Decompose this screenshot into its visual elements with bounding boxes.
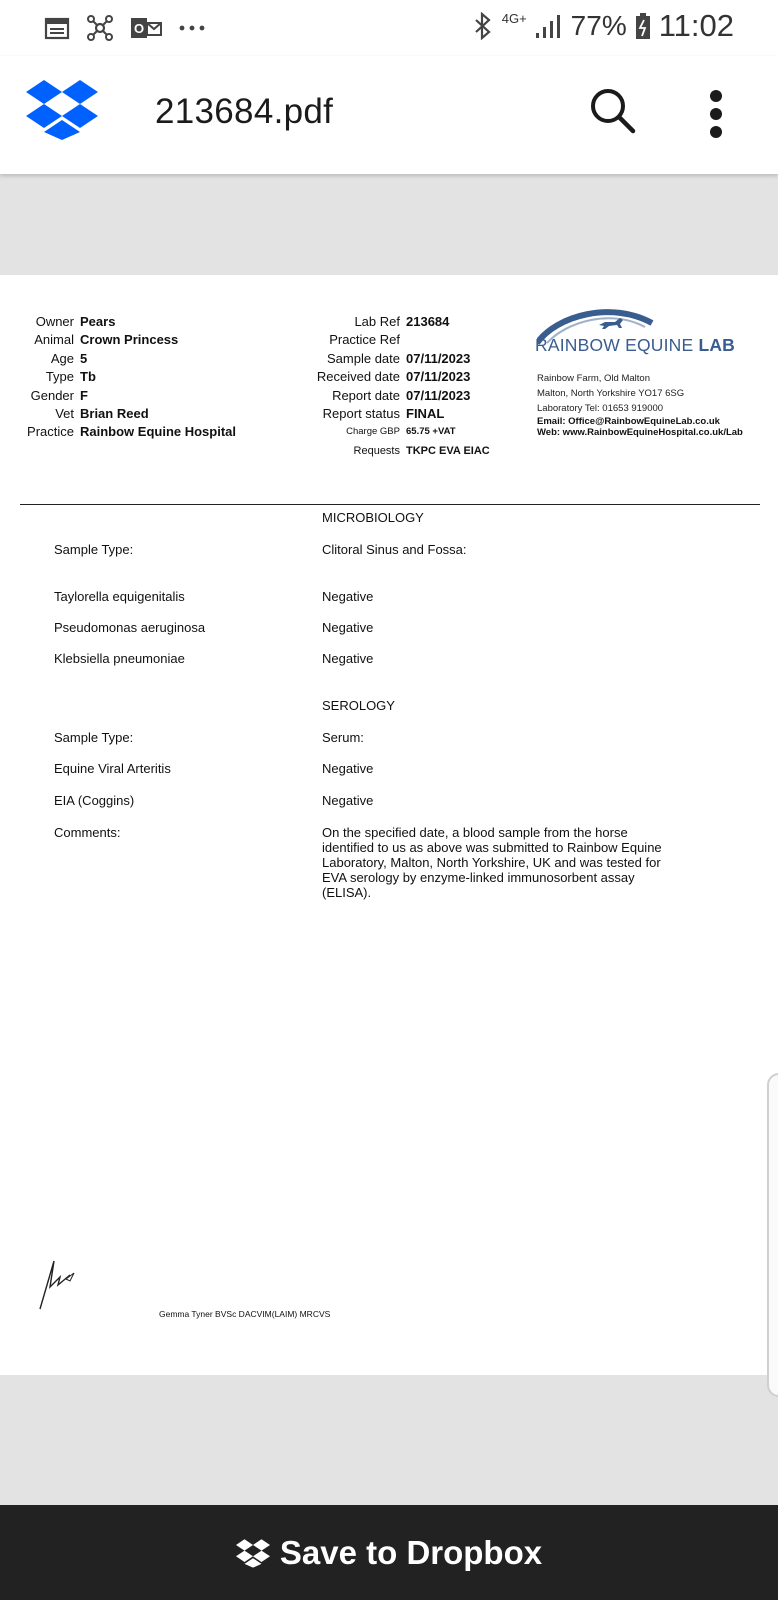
serology-title: SEROLOGY (322, 698, 395, 713)
battery-percent: 77% (570, 10, 627, 41)
lab-address (537, 371, 684, 416)
test-name: EIA (Coggins) (54, 793, 135, 808)
overflow-menu-icon[interactable] (700, 88, 732, 140)
signature-icon (36, 1253, 86, 1313)
micro-sample-type-value: Clitoral Sinus and Fossa: (322, 542, 467, 557)
animal-label: Animal (34, 332, 74, 348)
micro-sample-type-label: Sample Type: (54, 542, 134, 557)
sample-date-label: Sample date (327, 350, 400, 366)
owner-value: Pears (80, 314, 116, 329)
charge-value: 65.75 +VAT (406, 426, 456, 438)
animal-value: Crown Princess (80, 332, 179, 348)
type-value: Tb (80, 369, 96, 385)
file-name: 213684.pdf (155, 92, 334, 131)
lab-name-suffix: LAB (698, 335, 736, 355)
type-label: Type (45, 369, 74, 385)
received-date-value: 07/11/2023 (406, 369, 471, 385)
comments-text: On the specified date, a blood sample from the horse identified to us as above was submitted to Rainbow Equine Laboratory, Malton, North Yorkshire, UK and was tested for EVA serology by enzyme-linked immunosorbent assay (ELISA). (322, 825, 662, 900)
status-bar (0, 0, 778, 56)
lab-name-prefix: RAINBOW EQUINE (535, 335, 699, 355)
dropbox-logo-icon[interactable] (26, 78, 98, 140)
lab-address-line2: Malton, North Yorkshire YO17 6SG (537, 388, 685, 399)
received-date-row (290, 368, 490, 386)
clock: 11:02 (658, 8, 734, 43)
age-label: Age (50, 350, 74, 366)
comments-label: Comments: (54, 825, 121, 840)
animal-row (20, 331, 236, 349)
microbiology-title: MICROBIOLOGY (322, 510, 424, 525)
status-bar-left (44, 14, 206, 42)
vet-value: Brian Reed (80, 406, 149, 422)
owner-label: Owner (35, 314, 74, 329)
hub-icon (86, 14, 114, 42)
calendar-icon (44, 16, 70, 40)
search-icon[interactable] (588, 86, 638, 136)
lab-ref-label: Lab Ref (354, 314, 400, 329)
sero-sample-type-value: Serum: (322, 730, 364, 745)
lab-address-line1: Rainbow Farm, Old Malton (537, 373, 650, 384)
owner-row (20, 313, 236, 331)
lab-details (290, 313, 490, 460)
gender-value: F (80, 387, 88, 403)
report-date-label: Report date (332, 387, 400, 403)
patient-details (20, 313, 236, 442)
app-bar (0, 56, 778, 174)
lab-email: Email: Office@RainbowEquineLab.co.uk (537, 416, 720, 427)
test-name: Taylorella equigenitalis (54, 589, 185, 604)
charge-label: Charge GBP (346, 426, 400, 438)
sample-date-value: 07/11/2023 (406, 350, 471, 366)
report-date-value: 07/11/2023 (406, 387, 471, 403)
requests-label: Requests (353, 444, 400, 457)
practice-row (20, 423, 236, 441)
test-result: Negative (322, 761, 374, 776)
lab-name (535, 335, 735, 356)
report-status-label: Report status (322, 406, 400, 422)
test-result: Negative (322, 651, 374, 666)
status-bar-right (472, 8, 734, 44)
lab-ref-value: 213684 (406, 314, 450, 329)
sero-sample-type-label: Sample Type: (54, 730, 134, 745)
scroll-handle[interactable] (767, 1073, 778, 1397)
network-type: 4G+ (501, 10, 527, 26)
age-value: 5 (80, 350, 88, 366)
practice-ref-row (290, 331, 490, 349)
test-result: Negative (322, 793, 374, 808)
test-name: Pseudomonas aeruginosa (54, 620, 206, 635)
save-to-dropbox-button[interactable] (0, 1505, 778, 1600)
test-result: Negative (322, 589, 374, 604)
outlook-icon (130, 15, 162, 41)
more-dots-icon (178, 24, 206, 32)
gender-row (20, 387, 236, 405)
received-date-label: Received date (316, 369, 400, 385)
test-result: Negative (322, 620, 374, 635)
report-status-value: FINAL (406, 406, 445, 422)
age-row (20, 350, 236, 368)
test-name: Klebsiella pneumoniae (54, 651, 185, 666)
signal-icon (535, 13, 563, 39)
vet-row (20, 405, 236, 423)
test-name: Equine Viral Arteritis (54, 761, 171, 776)
practice-label: Practice (27, 424, 74, 440)
bluetooth-icon (472, 12, 494, 40)
charge-row (290, 423, 490, 441)
requests-value: TKPC EVA EIAC (406, 444, 490, 457)
requests-row (290, 442, 490, 460)
gender-label: Gender (30, 387, 74, 403)
lab-contact (537, 416, 743, 438)
bottom-bar (0, 1505, 778, 1600)
practice-ref-label: Practice Ref (329, 332, 400, 348)
report-date-row (290, 387, 490, 405)
report-status-row (290, 405, 490, 423)
lab-website: Web: www.RainbowEquineHospital.co.uk/Lab (537, 427, 743, 438)
header-divider (20, 504, 760, 505)
save-to-dropbox-label: Save to Dropbox (279, 1533, 543, 1571)
svg-text:O: O (134, 21, 145, 36)
practice-value: Rainbow Equine Hospital (80, 424, 237, 440)
lab-ref-row (290, 313, 490, 331)
lab-telephone: Laboratory Tel: 01653 919000 (537, 403, 664, 414)
battery-icon (635, 12, 651, 40)
signatory-name: Gemma Tyner BVSc DACVIM(LAIM) MRCVS (159, 1309, 331, 1319)
vet-label: Vet (55, 406, 74, 422)
dropbox-icon (236, 1538, 270, 1568)
type-row (20, 368, 236, 386)
sample-date-row (290, 350, 490, 368)
